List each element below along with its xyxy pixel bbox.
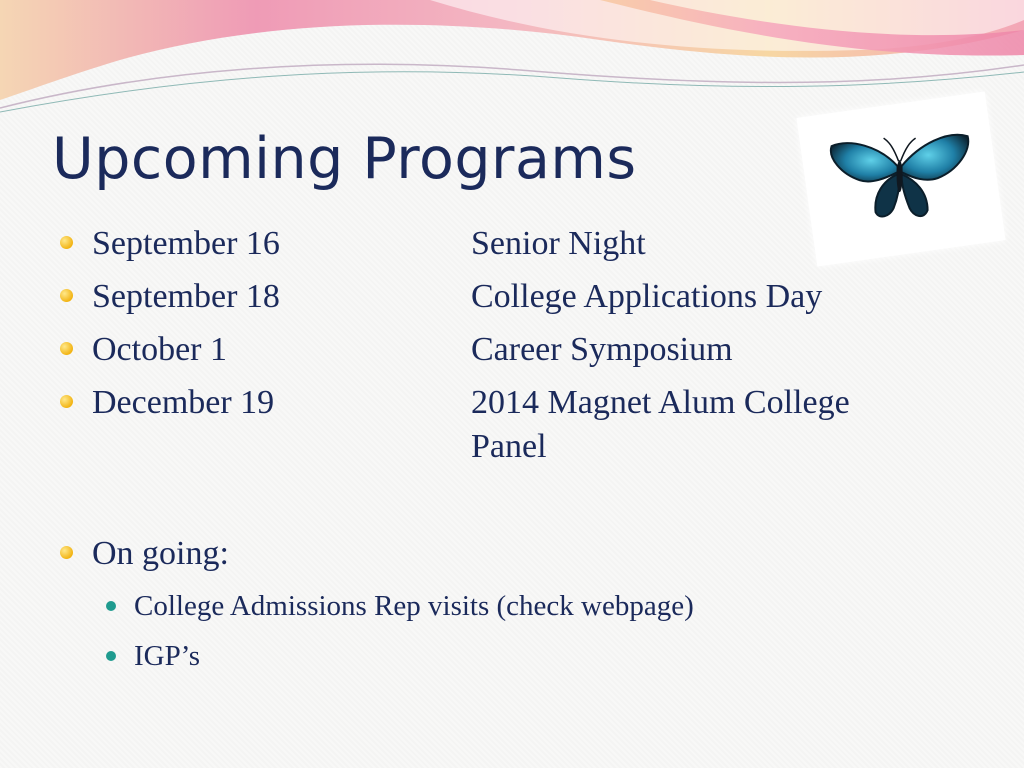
schedule-row: [60, 275, 960, 328]
ongoing-label: On going:: [92, 535, 229, 572]
schedule-event: College Applications Day: [471, 278, 823, 315]
schedule-date: September 18: [92, 278, 280, 315]
schedule-event: 2014 Magnet Alum College Panel: [471, 384, 850, 465]
sub-bullet-icon: [106, 601, 116, 611]
slide-title: Upcoming Programs: [52, 126, 637, 192]
bullet-icon: [60, 395, 73, 408]
schedule-event: Senior Night: [471, 225, 646, 262]
schedule-list: [60, 222, 960, 531]
ongoing-item-text: College Admissions Rep visits (check webpage): [134, 590, 694, 622]
schedule-date: October 1: [92, 331, 228, 368]
bullet-icon: [60, 289, 73, 302]
schedule-row: [60, 328, 960, 381]
bullet-icon: [60, 236, 73, 249]
schedule-row: [60, 381, 960, 531]
sub-bullet-icon: [106, 651, 116, 661]
schedule-date: September 16: [92, 225, 280, 262]
butterfly-icon: [820, 116, 980, 236]
schedule-event: Career Symposium: [471, 331, 733, 368]
schedule-date: December 19: [92, 384, 275, 421]
ongoing-item-text: IGP’s: [134, 640, 201, 672]
schedule-row: [60, 222, 960, 275]
bullet-icon: [60, 546, 73, 559]
bullet-icon: [60, 342, 73, 355]
